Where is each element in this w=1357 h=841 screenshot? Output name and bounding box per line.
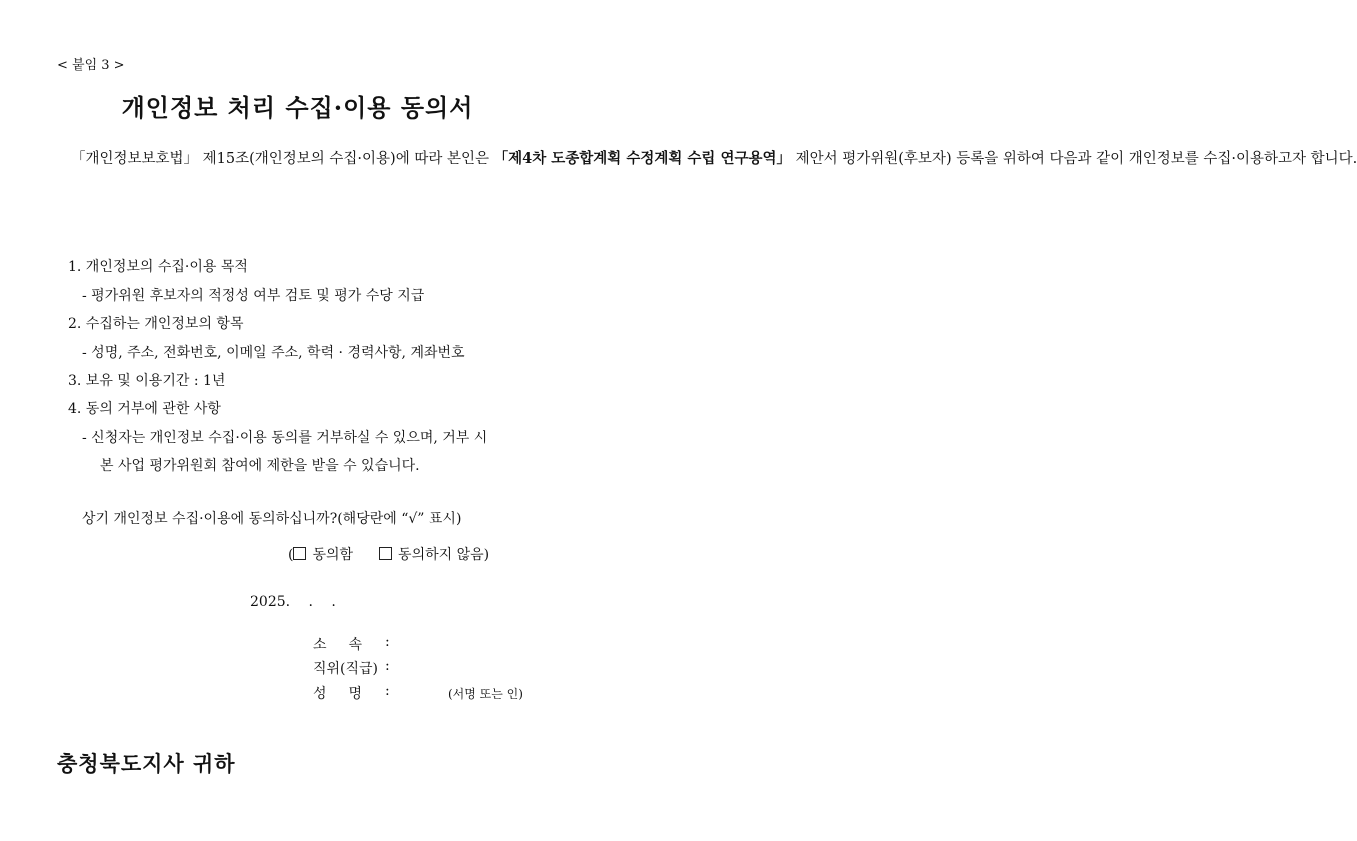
position-label: 직위(직급) xyxy=(313,661,379,677)
intro-paragraph xyxy=(57,144,1357,174)
disagree-label: 동의하지 않음) xyxy=(398,547,490,563)
name-colon: : xyxy=(385,683,390,699)
item-4-detail-line1: - 신청자는 개인정보 수집·이용 동의를 거부하실 수 있으며, 거부 시 xyxy=(82,430,488,446)
item-3-heading: 3. 보유 및 이용기간 : 1년 xyxy=(68,373,226,389)
item-2-detail: - 성명, 주소, 전화번호, 이메일 주소, 학력 · 경력사항, 계좌번호 xyxy=(82,345,465,361)
document-title: 개인정보 처리 수집·이용 동의서 xyxy=(121,93,474,122)
disagree-checkbox[interactable] xyxy=(379,547,392,560)
attachment-label: < 붙임 3 > xyxy=(57,58,125,73)
position-colon: : xyxy=(385,658,390,674)
choices-open-paren: ( xyxy=(288,547,294,563)
item-1-heading: 1. 개인정보의 수집·이용 목적 xyxy=(68,259,248,275)
item-4-heading: 4. 동의 거부에 관한 사항 xyxy=(68,401,221,417)
signature-note: (서명 또는 인) xyxy=(448,687,523,701)
date-line: 2025. . . xyxy=(250,594,336,610)
intro-rest: 제안서 평가위원(후보자) 등록을 위하여 다음과 같이 개인정보를 수집·이용하고자 합니다. xyxy=(791,151,1357,167)
agree-label: 동의함 xyxy=(312,547,354,563)
consent-choices xyxy=(288,544,489,564)
item-1-detail: - 평가위원 후보자의 적정성 여부 검토 및 평가 수당 지급 xyxy=(82,288,425,304)
item-2-heading: 2. 수집하는 개인정보의 항목 xyxy=(68,316,244,332)
agree-checkbox[interactable] xyxy=(293,547,306,560)
recipient: 충청북도지사 귀하 xyxy=(57,751,236,776)
item-4-detail-line2: 본 사업 평가위원회 참여에 제한을 받을 수 있습니다. xyxy=(100,458,420,474)
intro-law-reference: 「개인정보보호법」 제15조(개인정보의 수집·이용)에 따라 본인은 xyxy=(71,151,489,167)
affiliation-colon: : xyxy=(385,634,390,650)
affiliation-label: 소속 xyxy=(313,637,385,653)
intro-project-name: 「제4차 도종합계획 수정계획 수립 연구용역」 xyxy=(493,150,791,167)
name-label: 성명 xyxy=(313,686,385,702)
consent-question: 상기 개인정보 수집·이용에 동의하십니까?(해당란에 “√” 표시) xyxy=(82,511,462,527)
